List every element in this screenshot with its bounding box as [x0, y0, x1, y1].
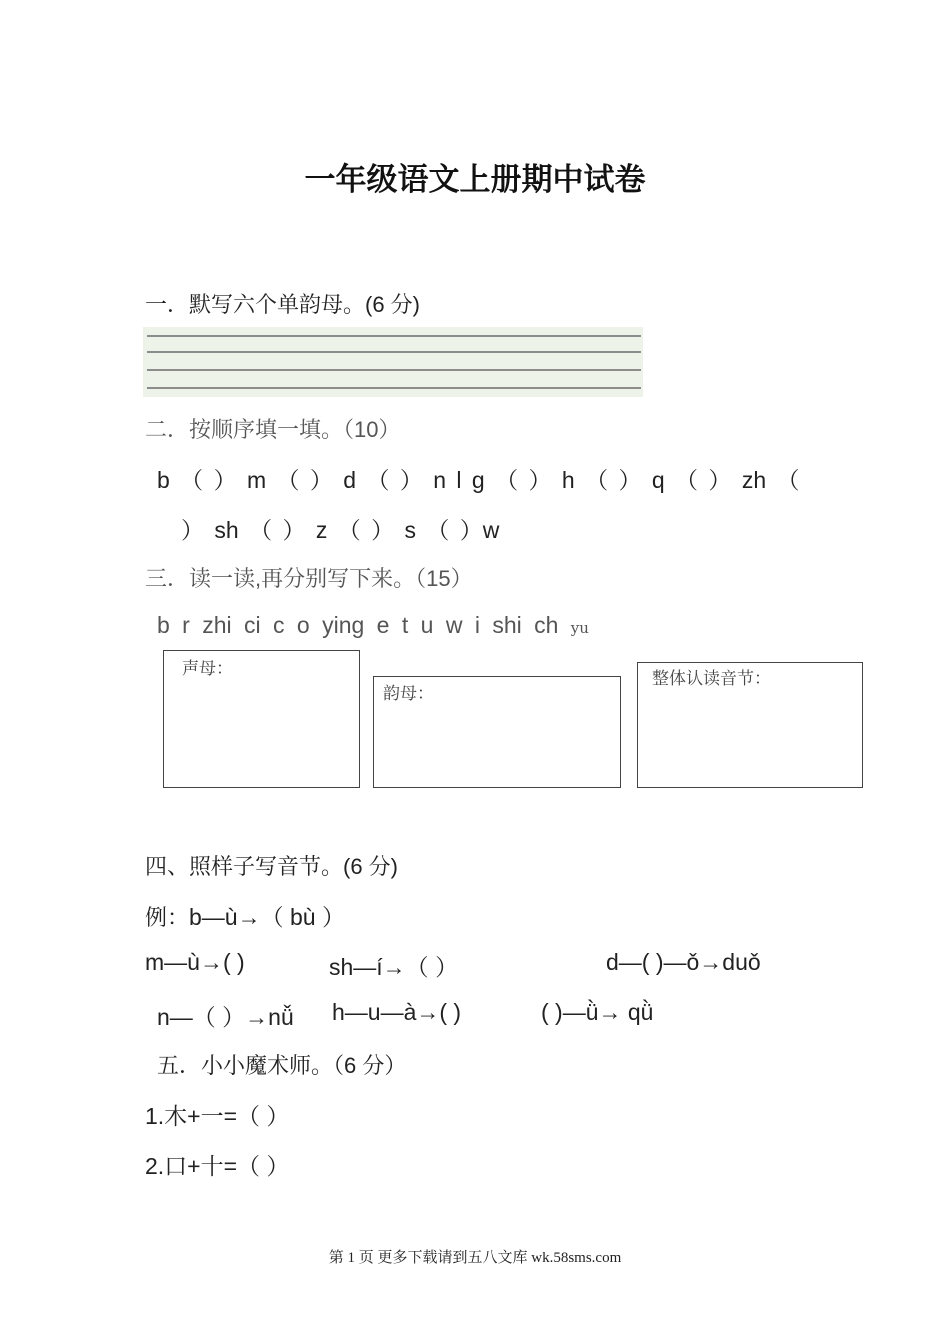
zhengti-box [637, 662, 863, 788]
letters-tail: yu [570, 619, 589, 637]
shengmu-box [163, 650, 360, 788]
example-prefix: 例： [145, 905, 190, 930]
row1-c: d—( )—ǒ→duǒ [606, 949, 761, 975]
row1-b: sh—í→（ ） [329, 954, 459, 980]
section3-letters [157, 612, 589, 639]
example-text: b—ù→（ bù ） [189, 904, 345, 930]
page-footer: 第 1 页 更多下载请到五八文库 wk.58sms.com [328, 1250, 622, 1266]
row2-c: ( )—ǜ→ qǜ [541, 999, 654, 1025]
section1-heading: 一．默写六个单韵母。(6 分) [145, 292, 421, 317]
row1-a: m—ù→( ) [145, 949, 245, 975]
writing-rule [147, 335, 641, 337]
yunmu-box [373, 676, 621, 788]
section2-line2: ） sh （ ） z （ ） s （ ）w [181, 517, 500, 543]
q1: 1.木+一=（ ） [145, 1103, 290, 1129]
shengmu-label: 声母： [182, 659, 233, 679]
q2: 2.口+十=（ ） [145, 1153, 290, 1179]
example-line [145, 899, 345, 932]
section2-line1: b （ ） m （ ） d （ ） n l g （ ） h （ ） q （ ） zh （ [157, 467, 800, 493]
page-title: 一年级语文上册期中试卷 [304, 162, 646, 198]
writing-rule [147, 369, 641, 371]
zhengti-label: 整体认读音节： [652, 669, 771, 689]
writing-lines [143, 327, 643, 397]
section2-heading: 二．按顺序填一填。（10） [145, 417, 401, 442]
writing-rule [147, 351, 641, 353]
row2-b: h—u—à→( ) [332, 999, 462, 1025]
row2-a: n—（ ）→nǚ [157, 1004, 294, 1030]
yunmu-label: 韵母： [383, 684, 434, 704]
section3-heading: 三．读一读,再分别写下来。（15） [145, 566, 473, 591]
writing-rule [147, 387, 641, 389]
section5-heading: 五．小小魔术师。（6 分） [157, 1053, 407, 1078]
section4-heading: 四、照样子写音节。(6 分) [145, 854, 399, 879]
letters-text: b r zhi ci c o ying e t u w i shi ch [157, 612, 559, 638]
